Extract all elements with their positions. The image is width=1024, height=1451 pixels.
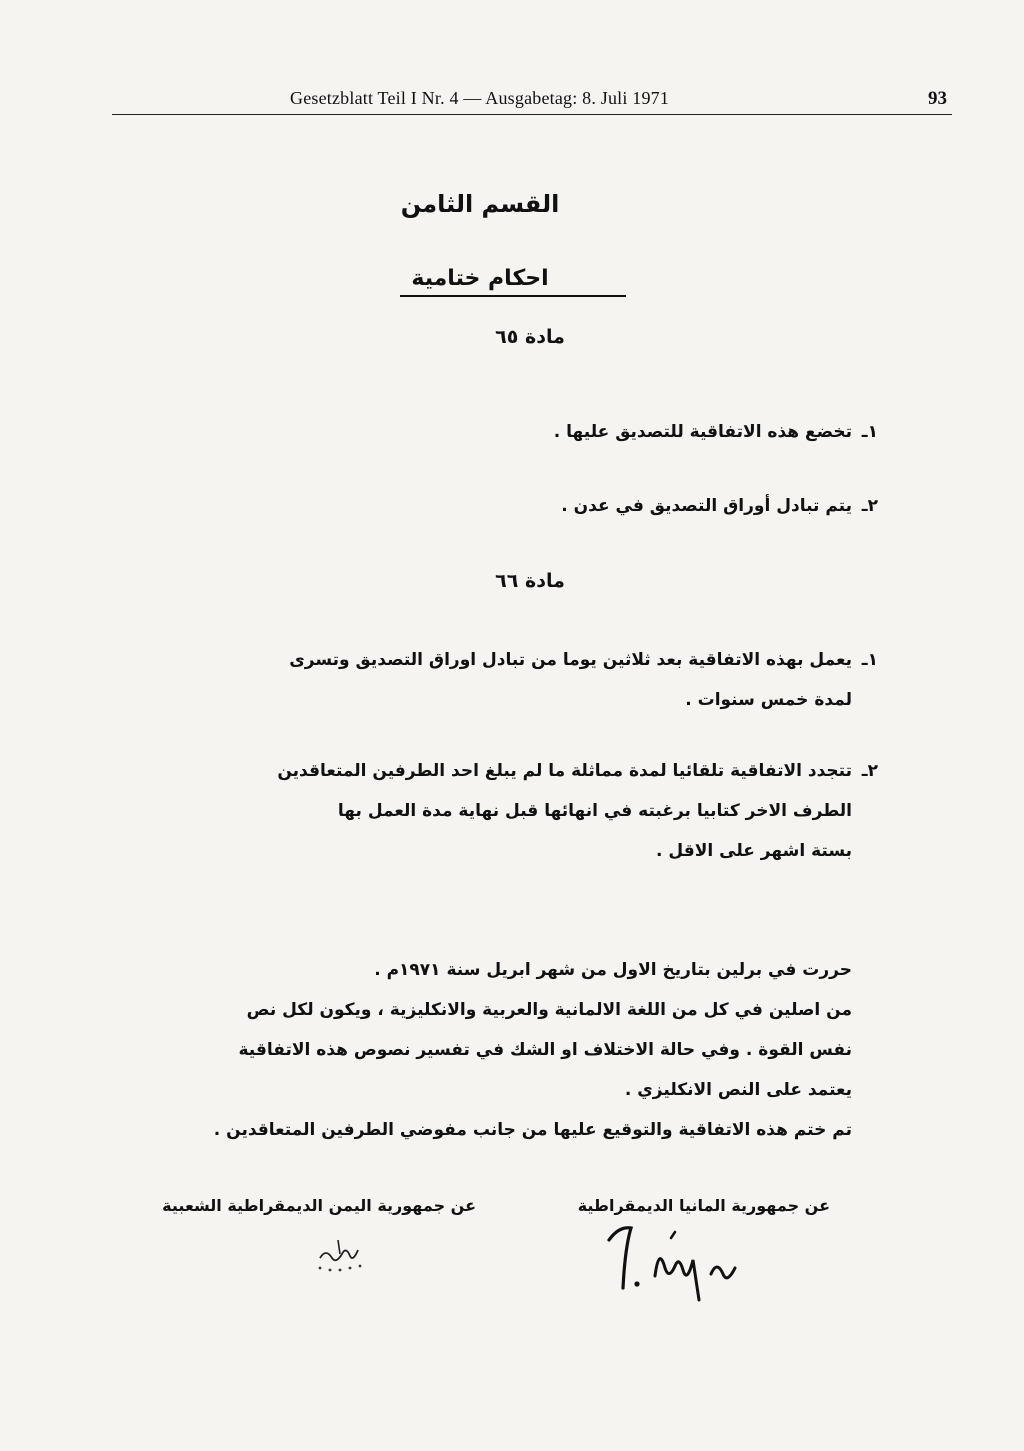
clause-number: ٢ـ xyxy=(861,496,878,516)
section-title: القسم الثامن xyxy=(400,190,560,218)
article-66-clause-1 xyxy=(289,640,852,720)
text-line: يعمل بهذه الاتفاقية بعد ثلاثين يوما من تبادل اوراق التصديق وتسرى xyxy=(289,650,852,670)
header-rule xyxy=(112,114,952,115)
text-line: من اصلين في كل من اللغة الالمانية والعربية والانكليزية ، ويكون لكل نص xyxy=(246,1000,852,1020)
closing-paragraph xyxy=(214,950,852,1150)
text-line: بستة اشهر على الاقل . xyxy=(656,841,852,861)
signature-label-gdr: عن جمهورية المانيا الديمقراطية xyxy=(577,1196,830,1215)
subtitle-underline xyxy=(400,295,626,297)
text-line: يعتمد على النص الانكليزي . xyxy=(624,1080,852,1100)
clause-number: ٢ـ xyxy=(861,761,878,781)
page-number: 93 xyxy=(928,88,947,109)
article-66-heading: مادة ٦٦ xyxy=(495,570,565,592)
clause-number: ١ـ xyxy=(861,422,878,442)
article-65-clause-2: يتم تبادل أوراق التصديق في عدن . xyxy=(561,496,852,516)
article-65-clause-1: تخضع هذه الاتفاقية للتصديق عليها . xyxy=(553,422,852,442)
text-line: نفس القوة . وفي حالة الاختلاف او الشك في تفسير نصوص هذه الاتفاقية xyxy=(238,1040,852,1060)
text-line: الطرف الاخر كتابيا برغبته في انهائها قبل نهاية مدة العمل بها xyxy=(337,801,852,821)
article-65-heading: مادة ٦٥ xyxy=(495,326,565,348)
signature-gdr-image xyxy=(595,1210,755,1305)
text-line: حررت في برلين بتاريخ الاول من شهر ابريل سنة ١٩٧١م . xyxy=(374,960,852,980)
article-66-clause-2 xyxy=(277,751,852,871)
section-subtitle: احكام ختامية xyxy=(411,266,549,291)
text-line: تتجدد الاتفاقية تلقائيا لمدة مماثلة ما لم يبلغ احد الطرفين المتعاقدين xyxy=(277,761,852,781)
text-line: لمدة خمس سنوات . xyxy=(685,690,852,710)
running-header: Gesetzblatt Teil I Nr. 4 — Ausgabetag: 8. Juli 1971 xyxy=(290,88,670,108)
text-line: تم ختم هذه الاتفاقية والتوقيع عليها من جانب مفوضي الطرفين المتعاقدين . xyxy=(213,1120,852,1140)
signature-yemen-image xyxy=(300,1230,390,1280)
clause-number: ١ـ xyxy=(861,650,878,670)
signature-label-yemen: عن جمهورية اليمن الديمقراطية الشعبية xyxy=(162,1196,476,1215)
